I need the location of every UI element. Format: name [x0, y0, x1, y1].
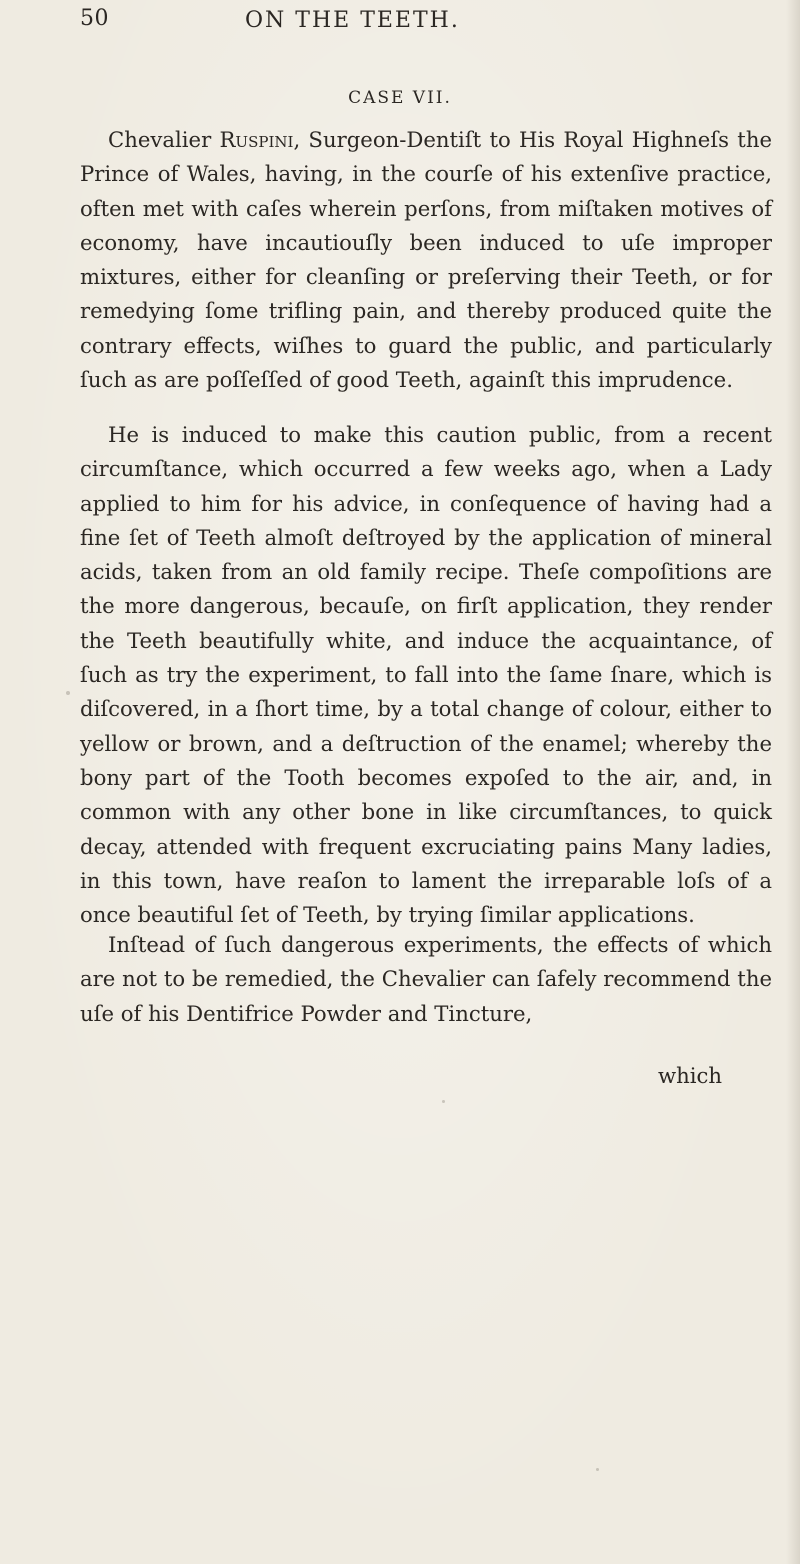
page-number: 50 — [80, 6, 109, 31]
catchword: which — [658, 1063, 723, 1088]
paragraph-3 — [80, 928, 772, 1031]
paragraph-2-text: He is induced to make this caution public, from a recent circumſtance, which occurred a few weeks ago, when a Lady applied to him for his advice, in conſequence of having had a fine ſet of Teeth almoſt deſtroyed by the application of mineral acids, taken from an old family recipe. Theſe compoſitions are the more dangerous, becauſe, on firſt application, they render the Teeth beautifully white, and induce the acquaintance, of ſuch as try the experiment, to fall into the ſame ſnare, which is diſcovered, in a ſhort time, by a total change of colour, either to yellow or brown, and a deſtruction of the enamel; whereby the bony part of the Tooth becomes expoſed to the air, and, in common with any other bone in like circumſtances, to quick decay, attended with frequent excruciating pains Many ladies, in this town, have reaſon to lament the irreparable loſs of a once beautiful ſet of Teeth, by trying ſimilar applications. — [80, 422, 772, 928]
page-edge-shadow — [786, 0, 800, 1564]
paper-speck — [596, 1468, 599, 1471]
paragraph-3-text: Inſtead of ſuch dangerous experiments, the effects of which are not to be remedied, the Chevalier can ſafely recommend the uſe of his Dentifrice Powder and Tincture, — [80, 932, 772, 1026]
paragraph-1-lead: Chevalier — [108, 127, 220, 152]
ruspini-name: Ruspini — [219, 127, 294, 152]
running-head: ON THE TEETH. — [245, 8, 460, 33]
paragraph-1 — [80, 123, 772, 397]
paper-speck — [66, 691, 70, 695]
paragraph-2 — [80, 418, 772, 932]
case-title: CASE VII. — [348, 88, 452, 108]
paper-speck — [442, 1100, 445, 1103]
paragraph-1-text: , Surgeon-Dentiſt to His Royal Highneſs the Prince of Wales, having, in the courſe of his extenſive practice, often met with caſes wherein perſons, from miſtaken motives of economy, have incautiouſly been induced to uſe improper mixtures, either for cleanſing or preſerving their Teeth, or for remedying ſome trifling pain, and thereby produced quite the contrary effects, wiſhes to guard the public, and particularly ſuch as are poſſeſſed of good Teeth, againſt this imprudence. — [80, 127, 773, 393]
